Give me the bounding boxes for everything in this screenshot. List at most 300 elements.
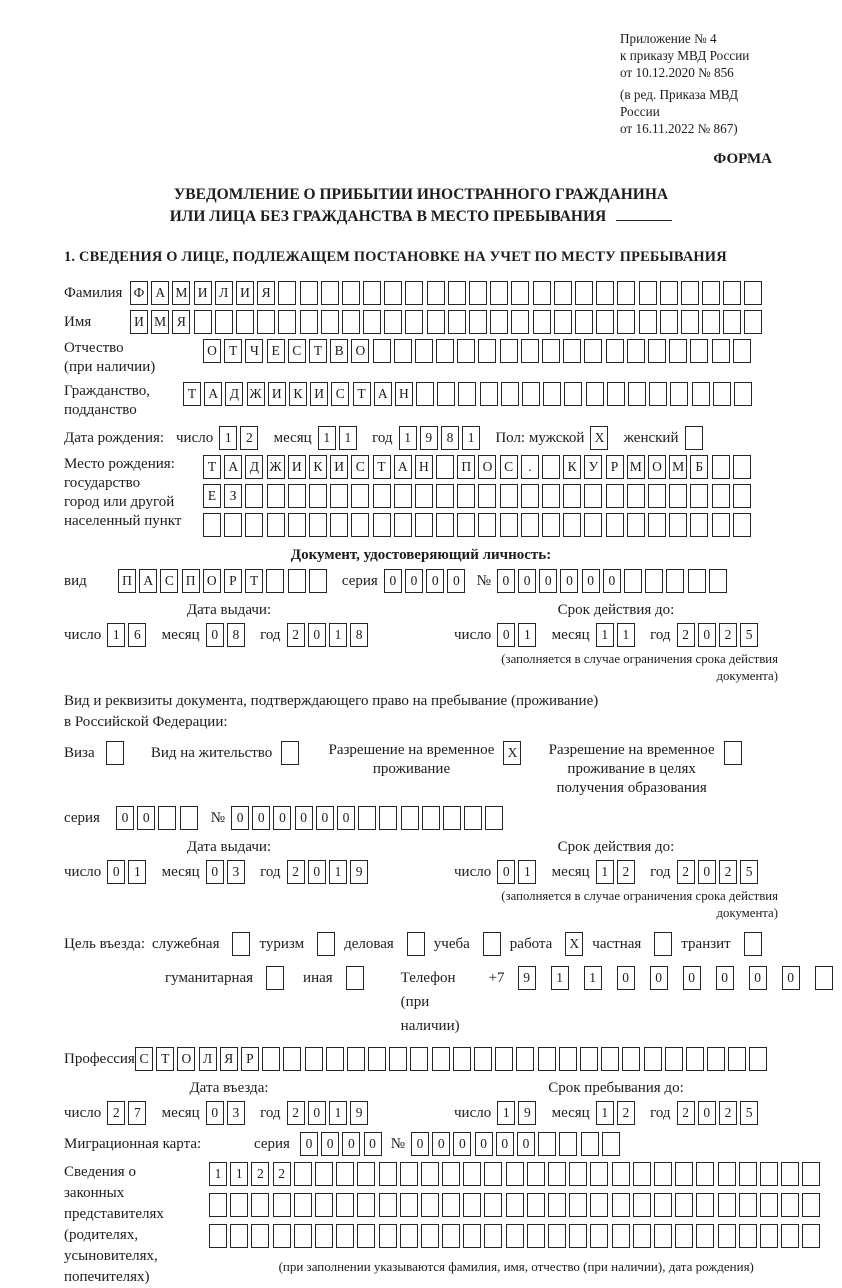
patronymic-char-box[interactable] <box>478 339 496 363</box>
profession-char-box[interactable] <box>432 1047 450 1071</box>
migration-number-box[interactable]: 0 <box>411 1132 429 1156</box>
representatives-char-box[interactable] <box>357 1193 375 1217</box>
doc-valid-day-box[interactable]: 0 <box>497 623 515 647</box>
doc-number-box[interactable]: 0 <box>518 569 536 593</box>
citizenship-char-box[interactable] <box>607 382 625 406</box>
birthplace-char-box[interactable] <box>351 484 369 508</box>
patronymic-char-box[interactable] <box>563 339 581 363</box>
birthplace-char-box[interactable] <box>267 513 285 537</box>
surname-char-box[interactable] <box>744 281 762 305</box>
patronymic-char-box[interactable] <box>457 339 475 363</box>
profession-char-box[interactable]: Л <box>199 1047 217 1071</box>
surname-char-box[interactable] <box>363 281 381 305</box>
stay-issue-day-box[interactable]: 1 <box>128 860 146 884</box>
surname-char-box[interactable]: И <box>194 281 212 305</box>
stay-series-box[interactable] <box>180 806 198 830</box>
surname-char-box[interactable]: Я <box>257 281 275 305</box>
name-char-box[interactable] <box>342 310 360 334</box>
birthplace-char-box[interactable]: С <box>500 455 518 479</box>
representatives-char-box[interactable]: 1 <box>230 1162 248 1186</box>
citizenship-char-box[interactable]: Ж <box>247 382 265 406</box>
representatives-char-box[interactable] <box>633 1162 651 1186</box>
birthplace-char-box[interactable] <box>521 484 539 508</box>
representatives-char-box[interactable] <box>463 1162 481 1186</box>
entry-year-box[interactable]: 0 <box>308 1101 326 1125</box>
doc-number-box[interactable] <box>645 569 663 593</box>
birthplace-char-box[interactable] <box>457 513 475 537</box>
representatives-char-box[interactable] <box>400 1193 418 1217</box>
doc-issue-year-box[interactable]: 1 <box>329 623 347 647</box>
representatives-char-box[interactable] <box>718 1162 736 1186</box>
birthplace-char-box[interactable]: . <box>521 455 539 479</box>
doc-kind-char-box[interactable]: А <box>139 569 157 593</box>
name-char-box[interactable] <box>448 310 466 334</box>
edu-residence-checkbox[interactable] <box>724 741 742 765</box>
patronymic-char-box[interactable] <box>500 339 518 363</box>
representatives-char-box[interactable] <box>802 1193 820 1217</box>
patronymic-char-box[interactable] <box>415 339 433 363</box>
phone-digit-box[interactable]: 9 <box>518 966 536 990</box>
name-char-box[interactable]: М <box>151 310 169 334</box>
profession-char-box[interactable]: Я <box>220 1047 238 1071</box>
patronymic-char-box[interactable] <box>627 339 645 363</box>
birthplace-char-box[interactable]: И <box>330 455 348 479</box>
surname-char-box[interactable] <box>490 281 508 305</box>
birthplace-char-box[interactable]: Е <box>203 484 221 508</box>
representatives-char-box[interactable] <box>484 1162 502 1186</box>
citizenship-char-box[interactable] <box>437 382 455 406</box>
representatives-char-box[interactable] <box>379 1162 397 1186</box>
profession-char-box[interactable] <box>262 1047 280 1071</box>
representatives-char-box[interactable] <box>654 1162 672 1186</box>
representatives-char-box[interactable] <box>696 1162 714 1186</box>
profession-char-box[interactable] <box>686 1047 704 1071</box>
citizenship-char-box[interactable] <box>734 382 752 406</box>
surname-char-box[interactable] <box>596 281 614 305</box>
representatives-char-box[interactable] <box>379 1224 397 1248</box>
stay-number-box[interactable]: 0 <box>273 806 291 830</box>
representatives-char-box[interactable] <box>739 1162 757 1186</box>
entry-year-box[interactable]: 2 <box>287 1101 305 1125</box>
representatives-char-box[interactable] <box>612 1224 630 1248</box>
profession-char-box[interactable] <box>707 1047 725 1071</box>
name-char-box[interactable] <box>490 310 508 334</box>
representatives-char-box[interactable] <box>294 1224 312 1248</box>
representatives-char-box[interactable] <box>336 1162 354 1186</box>
name-char-box[interactable] <box>427 310 445 334</box>
stay-until-year-box[interactable]: 2 <box>719 1101 737 1125</box>
stay-until-month-box[interactable]: 2 <box>617 1101 635 1125</box>
citizenship-char-box[interactable] <box>416 382 434 406</box>
citizenship-char-box[interactable]: И <box>268 382 286 406</box>
doc-valid-year-box[interactable]: 0 <box>698 623 716 647</box>
representatives-char-box[interactable] <box>315 1162 333 1186</box>
profession-char-box[interactable] <box>728 1047 746 1071</box>
representatives-char-box[interactable] <box>548 1162 566 1186</box>
profession-char-box[interactable]: С <box>135 1047 153 1071</box>
birth-month-box[interactable]: 1 <box>318 426 336 450</box>
surname-char-box[interactable] <box>511 281 529 305</box>
citizenship-char-box[interactable]: А <box>374 382 392 406</box>
stay-until-day-box[interactable]: 1 <box>497 1101 515 1125</box>
doc-series-box[interactable]: 0 <box>447 569 465 593</box>
phone-digit-box[interactable]: 0 <box>782 966 800 990</box>
birthplace-char-box[interactable] <box>669 484 687 508</box>
phone-digit-box[interactable] <box>815 966 833 990</box>
name-char-box[interactable] <box>702 310 720 334</box>
birthplace-char-box[interactable] <box>309 484 327 508</box>
representatives-char-box[interactable] <box>654 1224 672 1248</box>
birthplace-char-box[interactable]: А <box>394 455 412 479</box>
representatives-char-box[interactable] <box>590 1224 608 1248</box>
birthplace-char-box[interactable] <box>500 513 518 537</box>
doc-number-box[interactable] <box>624 569 642 593</box>
doc-number-box[interactable]: 0 <box>539 569 557 593</box>
citizenship-char-box[interactable]: С <box>331 382 349 406</box>
stay-valid-month-box[interactable]: 2 <box>617 860 635 884</box>
doc-issue-month-box[interactable]: 0 <box>206 623 224 647</box>
name-char-box[interactable] <box>681 310 699 334</box>
patronymic-char-box[interactable]: В <box>330 339 348 363</box>
birthplace-char-box[interactable]: К <box>309 455 327 479</box>
birth-year-box[interactable]: 1 <box>462 426 480 450</box>
male-checkbox[interactable]: X <box>590 426 608 450</box>
name-char-box[interactable] <box>511 310 529 334</box>
birthplace-char-box[interactable] <box>648 484 666 508</box>
name-char-box[interactable] <box>384 310 402 334</box>
doc-number-box[interactable] <box>688 569 706 593</box>
phone-digit-box[interactable]: 1 <box>584 966 602 990</box>
representatives-char-box[interactable] <box>400 1162 418 1186</box>
name-char-box[interactable] <box>575 310 593 334</box>
birthplace-char-box[interactable] <box>648 513 666 537</box>
birthplace-char-box[interactable]: П <box>457 455 475 479</box>
surname-char-box[interactable] <box>533 281 551 305</box>
birthplace-char-box[interactable] <box>542 484 560 508</box>
stay-issue-month-box[interactable]: 0 <box>206 860 224 884</box>
migration-series-box[interactable]: 0 <box>300 1132 318 1156</box>
birthplace-char-box[interactable] <box>330 484 348 508</box>
representatives-char-box[interactable] <box>527 1224 545 1248</box>
representatives-char-box[interactable] <box>718 1224 736 1248</box>
entry-year-box[interactable]: 1 <box>329 1101 347 1125</box>
representatives-char-box[interactable] <box>251 1193 269 1217</box>
patronymic-char-box[interactable]: Ч <box>245 339 263 363</box>
representatives-char-box[interactable] <box>675 1193 693 1217</box>
representatives-char-box[interactable] <box>336 1224 354 1248</box>
birthplace-char-box[interactable] <box>712 513 730 537</box>
birthplace-char-box[interactable] <box>394 513 412 537</box>
birthplace-char-box[interactable] <box>436 455 454 479</box>
name-char-box[interactable] <box>469 310 487 334</box>
representatives-char-box[interactable] <box>781 1193 799 1217</box>
doc-number-box[interactable] <box>709 569 727 593</box>
doc-valid-month-box[interactable]: 1 <box>596 623 614 647</box>
birthplace-char-box[interactable]: Д <box>245 455 263 479</box>
migration-number-box[interactable] <box>559 1132 577 1156</box>
stay-issue-year-box[interactable]: 9 <box>350 860 368 884</box>
representatives-char-box[interactable] <box>379 1193 397 1217</box>
birthplace-char-box[interactable]: Т <box>373 455 391 479</box>
patronymic-char-box[interactable] <box>584 339 602 363</box>
stay-number-box[interactable] <box>358 806 376 830</box>
profession-char-box[interactable] <box>749 1047 767 1071</box>
representatives-char-box[interactable] <box>442 1193 460 1217</box>
work-checkbox[interactable]: X <box>565 932 583 956</box>
birthplace-char-box[interactable]: Н <box>415 455 433 479</box>
birthplace-char-box[interactable] <box>584 513 602 537</box>
phone-digit-box[interactable]: 0 <box>749 966 767 990</box>
citizenship-char-box[interactable] <box>692 382 710 406</box>
birthplace-char-box[interactable] <box>563 484 581 508</box>
birthplace-char-box[interactable] <box>457 484 475 508</box>
birthplace-char-box[interactable] <box>627 484 645 508</box>
birthplace-char-box[interactable] <box>627 513 645 537</box>
citizenship-char-box[interactable] <box>649 382 667 406</box>
patronymic-char-box[interactable] <box>521 339 539 363</box>
birth-month-box[interactable]: 1 <box>339 426 357 450</box>
stay-number-box[interactable] <box>443 806 461 830</box>
birthplace-char-box[interactable] <box>394 484 412 508</box>
representatives-char-box[interactable]: 2 <box>251 1162 269 1186</box>
doc-kind-char-box[interactable]: С <box>160 569 178 593</box>
surname-char-box[interactable] <box>575 281 593 305</box>
birth-year-box[interactable]: 8 <box>441 426 459 450</box>
residence-permit-checkbox[interactable] <box>281 741 299 765</box>
doc-kind-char-box[interactable]: П <box>118 569 136 593</box>
patronymic-char-box[interactable] <box>648 339 666 363</box>
doc-valid-year-box[interactable]: 2 <box>719 623 737 647</box>
name-char-box[interactable] <box>321 310 339 334</box>
surname-char-box[interactable] <box>723 281 741 305</box>
citizenship-char-box[interactable]: Д <box>225 382 243 406</box>
doc-series-box[interactable]: 0 <box>405 569 423 593</box>
birthplace-char-box[interactable] <box>267 484 285 508</box>
birthplace-char-box[interactable] <box>542 513 560 537</box>
representatives-char-box[interactable] <box>273 1193 291 1217</box>
birthplace-char-box[interactable] <box>584 484 602 508</box>
birthplace-char-box[interactable] <box>203 513 221 537</box>
birthplace-char-box[interactable]: И <box>288 455 306 479</box>
doc-number-box[interactable]: 0 <box>560 569 578 593</box>
birthplace-char-box[interactable] <box>436 513 454 537</box>
profession-char-box[interactable] <box>305 1047 323 1071</box>
doc-series-box[interactable]: 0 <box>384 569 402 593</box>
representatives-char-box[interactable] <box>548 1193 566 1217</box>
patronymic-char-box[interactable] <box>690 339 708 363</box>
doc-kind-char-box[interactable] <box>266 569 284 593</box>
birthplace-char-box[interactable] <box>415 484 433 508</box>
patronymic-char-box[interactable] <box>712 339 730 363</box>
birthplace-char-box[interactable]: Ж <box>267 455 285 479</box>
patronymic-char-box[interactable]: О <box>351 339 369 363</box>
name-char-box[interactable] <box>533 310 551 334</box>
doc-valid-month-box[interactable]: 1 <box>617 623 635 647</box>
stay-valid-year-box[interactable]: 2 <box>719 860 737 884</box>
surname-char-box[interactable] <box>681 281 699 305</box>
representatives-char-box[interactable] <box>696 1224 714 1248</box>
surname-char-box[interactable] <box>469 281 487 305</box>
stay-until-month-box[interactable]: 1 <box>596 1101 614 1125</box>
migration-number-box[interactable]: 0 <box>517 1132 535 1156</box>
citizenship-char-box[interactable] <box>670 382 688 406</box>
doc-number-box[interactable]: 0 <box>497 569 515 593</box>
patronymic-char-box[interactable] <box>669 339 687 363</box>
profession-char-box[interactable] <box>453 1047 471 1071</box>
representatives-char-box[interactable] <box>463 1193 481 1217</box>
birthplace-char-box[interactable] <box>224 513 242 537</box>
stay-valid-day-box[interactable]: 0 <box>497 860 515 884</box>
surname-char-box[interactable]: И <box>236 281 254 305</box>
birthplace-char-box[interactable] <box>478 484 496 508</box>
birthplace-char-box[interactable] <box>245 513 263 537</box>
patronymic-char-box[interactable] <box>606 339 624 363</box>
entry-year-box[interactable]: 9 <box>350 1101 368 1125</box>
representatives-char-box[interactable] <box>442 1162 460 1186</box>
birthplace-char-box[interactable] <box>309 513 327 537</box>
stay-number-box[interactable]: 0 <box>295 806 313 830</box>
surname-char-box[interactable] <box>405 281 423 305</box>
patronymic-char-box[interactable]: Т <box>224 339 242 363</box>
representatives-char-box[interactable] <box>548 1224 566 1248</box>
birth-year-box[interactable]: 1 <box>399 426 417 450</box>
birthplace-char-box[interactable] <box>245 484 263 508</box>
stay-until-year-box[interactable]: 0 <box>698 1101 716 1125</box>
entry-month-box[interactable]: 0 <box>206 1101 224 1125</box>
profession-char-box[interactable] <box>665 1047 683 1071</box>
doc-series-box[interactable]: 0 <box>426 569 444 593</box>
representatives-char-box[interactable] <box>590 1162 608 1186</box>
representatives-char-box[interactable] <box>633 1193 651 1217</box>
profession-char-box[interactable] <box>474 1047 492 1071</box>
profession-char-box[interactable] <box>347 1047 365 1071</box>
doc-issue-month-box[interactable]: 8 <box>227 623 245 647</box>
representatives-char-box[interactable] <box>675 1162 693 1186</box>
citizenship-char-box[interactable] <box>628 382 646 406</box>
stay-number-box[interactable]: 0 <box>231 806 249 830</box>
profession-char-box[interactable]: О <box>177 1047 195 1071</box>
doc-issue-year-box[interactable]: 2 <box>287 623 305 647</box>
birthplace-char-box[interactable] <box>478 513 496 537</box>
name-char-box[interactable] <box>194 310 212 334</box>
name-char-box[interactable] <box>300 310 318 334</box>
migration-number-box[interactable]: 0 <box>453 1132 471 1156</box>
representatives-char-box[interactable] <box>760 1162 778 1186</box>
birthplace-char-box[interactable] <box>669 513 687 537</box>
representatives-char-box[interactable] <box>484 1224 502 1248</box>
stay-number-box[interactable] <box>401 806 419 830</box>
representatives-char-box[interactable] <box>400 1224 418 1248</box>
birthplace-char-box[interactable]: М <box>669 455 687 479</box>
entry-day-box[interactable]: 2 <box>107 1101 125 1125</box>
representatives-char-box[interactable] <box>527 1162 545 1186</box>
surname-char-box[interactable] <box>554 281 572 305</box>
stay-number-box[interactable]: 0 <box>252 806 270 830</box>
surname-char-box[interactable] <box>321 281 339 305</box>
patronymic-char-box[interactable]: Т <box>309 339 327 363</box>
doc-kind-char-box[interactable]: О <box>203 569 221 593</box>
birthplace-char-box[interactable] <box>690 484 708 508</box>
name-char-box[interactable]: Я <box>172 310 190 334</box>
birthplace-char-box[interactable] <box>712 455 730 479</box>
representatives-char-box[interactable] <box>590 1193 608 1217</box>
stay-number-box[interactable] <box>485 806 503 830</box>
birthplace-char-box[interactable]: З <box>224 484 242 508</box>
migration-series-box[interactable]: 0 <box>364 1132 382 1156</box>
surname-char-box[interactable] <box>660 281 678 305</box>
doc-valid-year-box[interactable]: 2 <box>677 623 695 647</box>
representatives-char-box[interactable] <box>421 1193 439 1217</box>
birthplace-char-box[interactable] <box>606 484 624 508</box>
birthplace-char-box[interactable] <box>288 513 306 537</box>
official-checkbox[interactable] <box>232 932 250 956</box>
surname-char-box[interactable]: Л <box>215 281 233 305</box>
patronymic-char-box[interactable]: О <box>203 339 221 363</box>
birthplace-char-box[interactable] <box>733 455 751 479</box>
profession-char-box[interactable] <box>368 1047 386 1071</box>
doc-kind-char-box[interactable] <box>288 569 306 593</box>
name-char-box[interactable] <box>554 310 572 334</box>
representatives-char-box[interactable] <box>569 1193 587 1217</box>
profession-char-box[interactable] <box>644 1047 662 1071</box>
birthplace-char-box[interactable] <box>542 455 560 479</box>
representatives-char-box[interactable]: 1 <box>209 1162 227 1186</box>
citizenship-char-box[interactable] <box>522 382 540 406</box>
birthplace-char-box[interactable]: Б <box>690 455 708 479</box>
doc-number-box[interactable] <box>666 569 684 593</box>
profession-char-box[interactable] <box>580 1047 598 1071</box>
representatives-char-box[interactable] <box>654 1193 672 1217</box>
profession-char-box[interactable] <box>559 1047 577 1071</box>
representatives-char-box[interactable] <box>760 1224 778 1248</box>
representatives-char-box[interactable] <box>569 1224 587 1248</box>
doc-kind-char-box[interactable]: Т <box>245 569 263 593</box>
representatives-char-box[interactable] <box>251 1224 269 1248</box>
representatives-char-box[interactable] <box>315 1224 333 1248</box>
birth-year-box[interactable]: 9 <box>420 426 438 450</box>
surname-char-box[interactable] <box>427 281 445 305</box>
stay-series-box[interactable] <box>158 806 176 830</box>
representatives-char-box[interactable] <box>506 1193 524 1217</box>
doc-issue-day-box[interactable]: 1 <box>107 623 125 647</box>
name-char-box[interactable] <box>639 310 657 334</box>
migration-series-box[interactable]: 0 <box>321 1132 339 1156</box>
representatives-char-box[interactable] <box>357 1162 375 1186</box>
doc-number-box[interactable]: 0 <box>582 569 600 593</box>
profession-char-box[interactable] <box>389 1047 407 1071</box>
migration-number-box[interactable]: 0 <box>496 1132 514 1156</box>
stay-issue-year-box[interactable]: 2 <box>287 860 305 884</box>
representatives-char-box[interactable] <box>781 1162 799 1186</box>
surname-char-box[interactable] <box>617 281 635 305</box>
representatives-char-box[interactable] <box>696 1193 714 1217</box>
doc-number-box[interactable]: 0 <box>603 569 621 593</box>
surname-char-box[interactable] <box>342 281 360 305</box>
birthplace-char-box[interactable] <box>690 513 708 537</box>
patronymic-char-box[interactable] <box>733 339 751 363</box>
doc-valid-year-box[interactable]: 5 <box>740 623 758 647</box>
stay-issue-month-box[interactable]: 3 <box>227 860 245 884</box>
citizenship-char-box[interactable] <box>501 382 519 406</box>
stay-valid-year-box[interactable]: 2 <box>677 860 695 884</box>
representatives-char-box[interactable] <box>760 1193 778 1217</box>
birthplace-char-box[interactable] <box>330 513 348 537</box>
profession-char-box[interactable] <box>538 1047 556 1071</box>
representatives-char-box[interactable] <box>336 1193 354 1217</box>
doc-kind-char-box[interactable] <box>309 569 327 593</box>
migration-number-box[interactable]: 0 <box>475 1132 493 1156</box>
representatives-char-box[interactable] <box>781 1224 799 1248</box>
